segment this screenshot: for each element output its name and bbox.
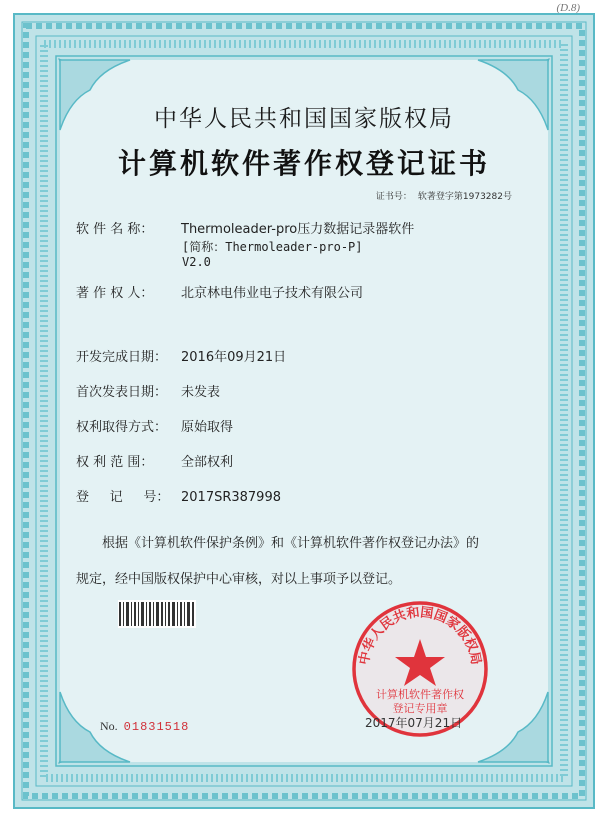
seal-line-2: 登记专用章 [392,702,448,715]
software-name-label: 软 件 名 称： [76,222,154,237]
first-pub-label: 首次发表日期： [76,385,168,400]
first-pub-value: 未发表 [181,385,221,400]
dev-date-label: 开发完成日期： [76,350,168,365]
reg-no-row [76,486,281,505]
owner-value: 北京林电伟业电子技术有限公司 [181,286,364,301]
handwritten-note: (D.8) [556,2,580,14]
scope-label: 权 利 范 围： [76,455,154,470]
cert-no-label: 证书号： [375,192,412,202]
seal-ring-text: 中华人民共和国国家版权局 [356,605,484,667]
serial-prefix: No. [100,719,118,733]
reg-no-label: 登 记 号： [76,490,170,505]
statement-line-1: 根据《计算机软件保护条例》和《计算机软件著作权登记办法》的 [102,536,480,551]
software-name-row [76,218,414,237]
serial-number [100,719,189,734]
owner-label: 著 作 权 人： [76,286,154,301]
certificate-number [376,189,512,202]
certificate-title: 计算机软件著作权登记证书 [117,147,490,180]
acquire-label: 权利取得方式： [76,420,168,435]
scope-value: 全部权利 [181,455,234,470]
software-name-value: Thermoleader-pro压力数据记录器软件 [181,222,415,237]
scope-row [76,451,233,470]
first-pub-row [76,381,220,400]
serial-value: 01831518 [123,720,190,734]
owner-row [76,282,363,301]
acquire-row [76,416,233,435]
issue-date: 2017年07月21日 [365,716,463,730]
dev-date-row [76,346,286,365]
reg-no-value: 2017SR387998 [181,490,281,505]
acquire-value: 原始取得 [181,420,234,435]
cert-no-value: 软著登字第1973282号 [417,192,512,202]
dev-date-value: 2016年09月21日 [181,350,287,365]
barcode-image [118,600,196,628]
software-short-name: [简称：Thermoleader-pro-P] [182,240,363,254]
issuer-title: 中华人民共和国国家版权局 [154,106,454,132]
statement-line-2: 规定，经中国版权保护中心审核，对以上事项予以登记。 [76,572,402,587]
seal-line-1: 计算机软件著作权 [376,688,464,701]
software-version: V2.0 [182,255,211,269]
